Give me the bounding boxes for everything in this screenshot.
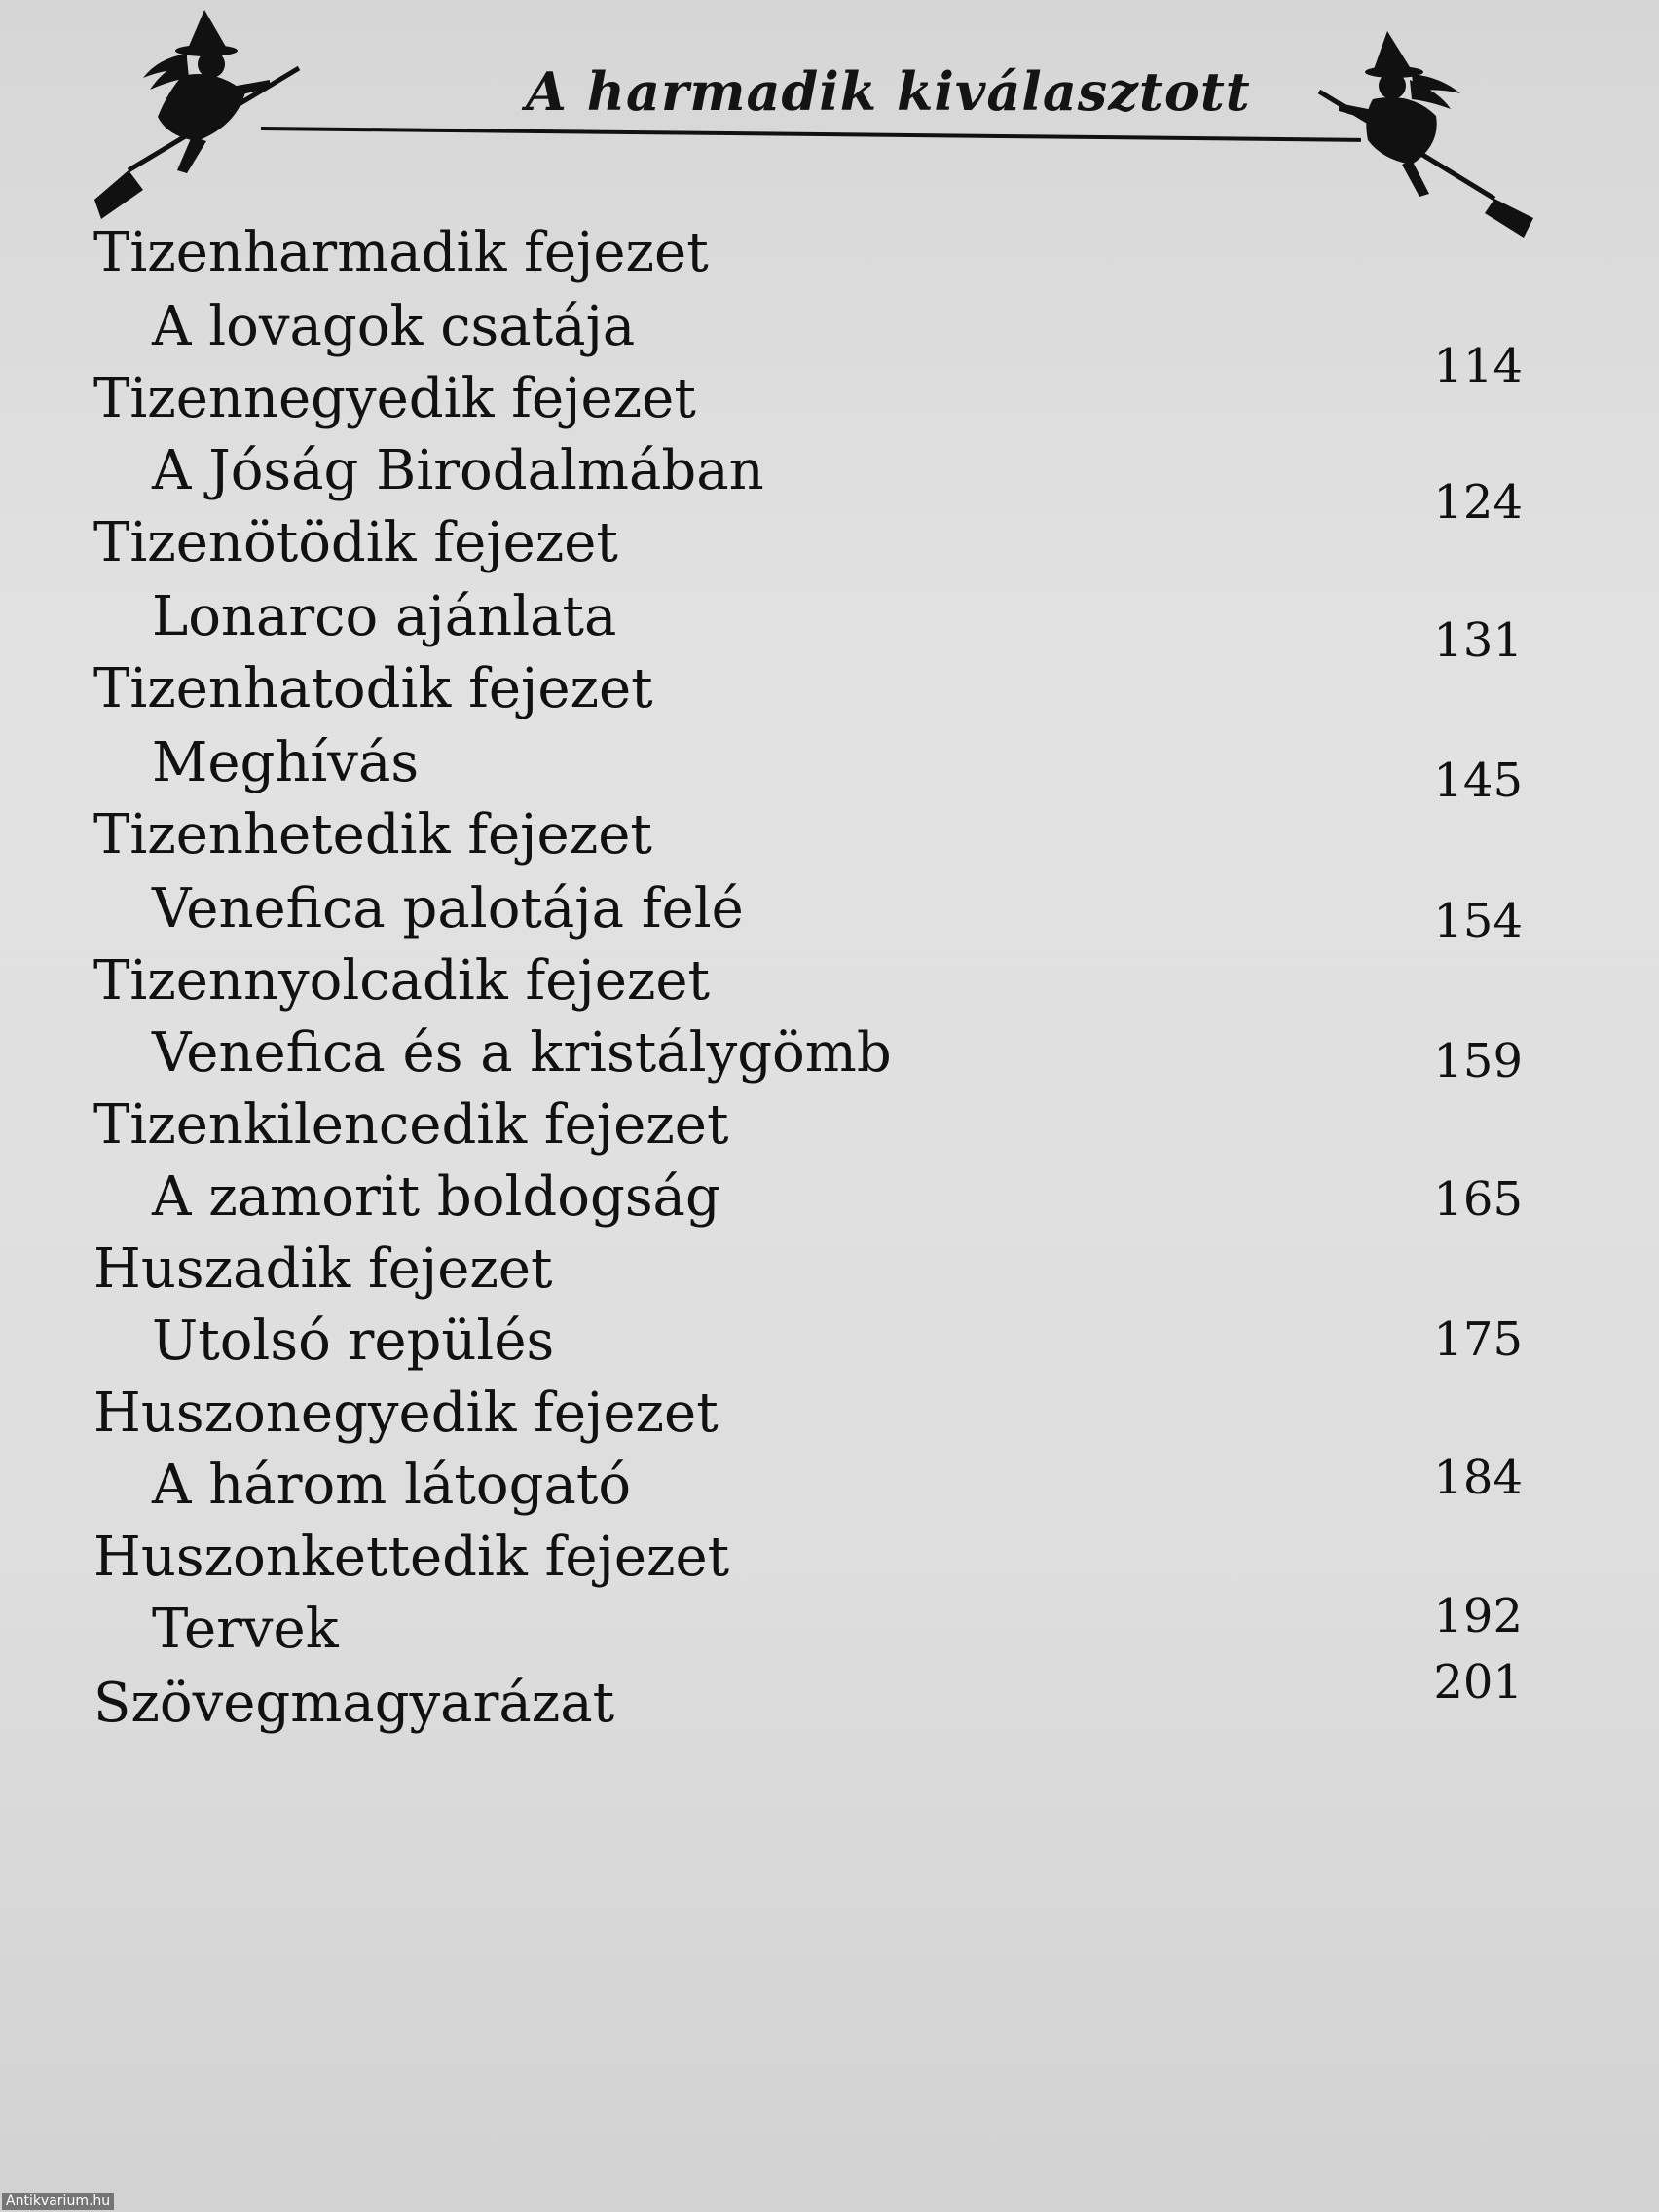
chapter-heading: Tizenharmadik fejezet (93, 221, 709, 284)
page-number: 175 (1433, 1312, 1523, 1367)
chapter-heading: Huszadik fejezet (93, 1237, 553, 1301)
chapter-heading: Tizenötödik fejezet (93, 511, 618, 574)
chapter-heading: Huszonegyedik fejezet (93, 1382, 719, 1445)
chapter-title: Meghívás (152, 731, 420, 794)
page-number: 131 (1433, 613, 1523, 668)
page-number: 114 (1433, 339, 1523, 393)
chapter-heading: Tizennegyedik fejezet (93, 367, 696, 430)
running-title: A harmadik kiválasztott (526, 60, 1251, 123)
page-number: 192 (1433, 1589, 1523, 1643)
page-number: 159 (1433, 1034, 1523, 1088)
page-number: 154 (1433, 894, 1523, 948)
chapter-heading: Tizennyolcadik fejezet (93, 949, 711, 1013)
page-number: 201 (1433, 1655, 1523, 1710)
chapter-title: Tervek (152, 1598, 339, 1661)
chapter-title: A lovagok csatája (152, 295, 636, 358)
chapter-title: Venefica palotája felé (152, 877, 744, 940)
page-number: 145 (1433, 754, 1523, 808)
chapter-title: A zamorit boldogság (152, 1165, 720, 1229)
chapter-title: A Jóság Birodalmában (152, 439, 764, 502)
page-number: 184 (1433, 1451, 1523, 1505)
chapter-heading: Tizenkilencedik fejezet (93, 1093, 729, 1157)
chapter-heading: Tizenhetedik fejezet (93, 803, 652, 866)
page-number: 165 (1433, 1172, 1523, 1227)
watermark: Antikvarium.hu (2, 2193, 114, 2210)
chapter-title: Venefica és a kristálygömb (152, 1021, 892, 1085)
chapter-title: Utolsó repülés (152, 1309, 555, 1373)
chapter-heading: Huszonkettedik fejezet (93, 1526, 730, 1589)
chapter-title: Lonarco ajánlata (152, 585, 617, 648)
chapter-heading: Tizenhatodik fejezet (93, 657, 653, 720)
glossary-heading: Szövegmagyarázat (93, 1672, 615, 1735)
page-number: 124 (1433, 475, 1523, 530)
chapter-title: A három látogató (152, 1454, 632, 1517)
